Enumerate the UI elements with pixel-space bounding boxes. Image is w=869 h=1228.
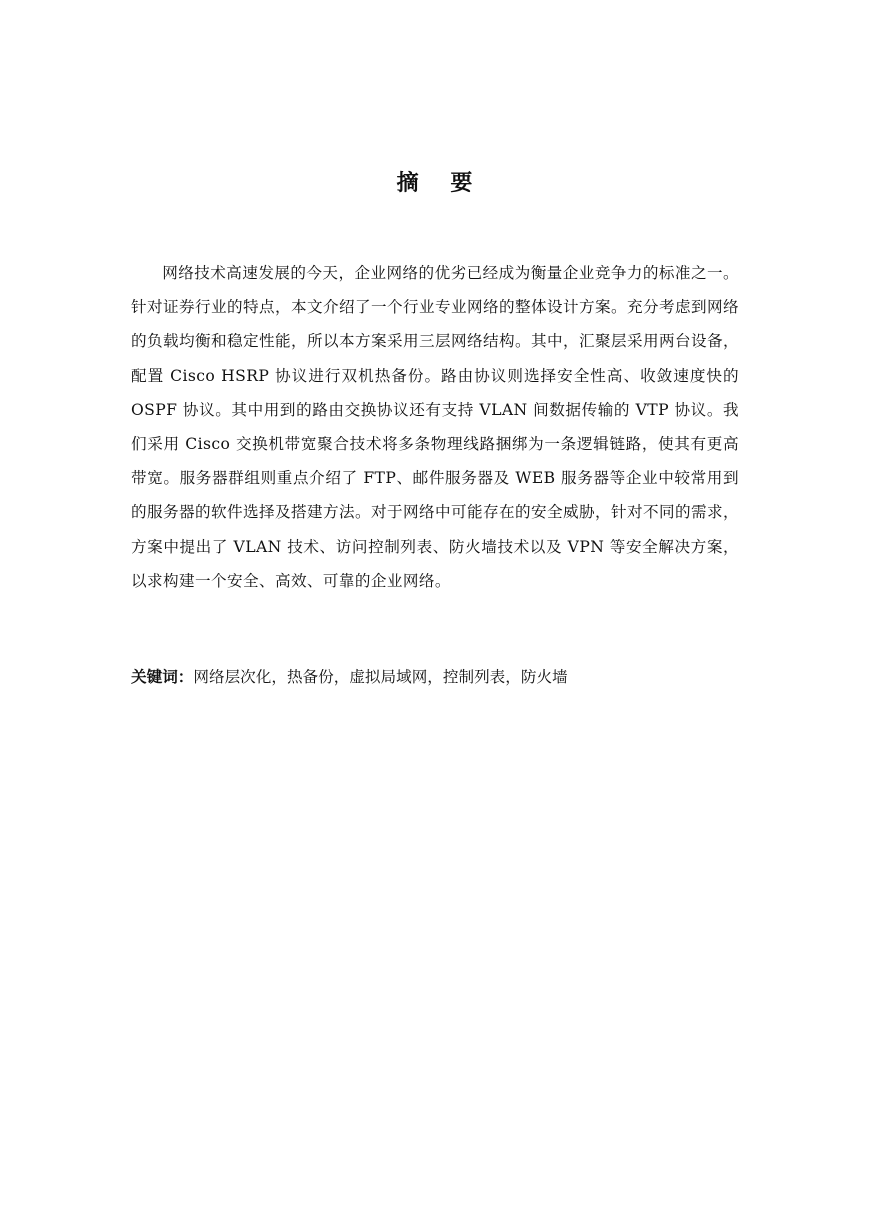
- keywords-text: 网络层次化，热备份，虚拟局域网，控制列表，防火墙: [193, 668, 568, 686]
- keywords-line: [131, 663, 739, 691]
- abstract-paragraph: 网络技术高速发展的今天，企业网络的优劣已经成为衡量企业竞争力的标准之一。针对证券行业的特点，本文介绍了一个行业专业网络的整体设计方案。充分考虑到网络的负载均衡和稳定性能，所以本方案采用三层网络结构。其中，汇聚层采用两台设备，配置 Cisco HSRP 协议进行双机热备份。路由协议则选择安全性高、收敛速度快的 OSPF 协议。其中用到的路由交换协议还有支持 VLAN 间数据传输的 VTP 协议。我们采用 Cisco 交换机带宽聚合技术将多条物理线路捆绑为一条逻辑链路，使其有更高带宽。服务器群组则重点介绍了 FTP、邮件服务器及 WEB 服务器等企业中较常用到的服务器的软件选择及搭建方法。对于网络中可能存在的安全威胁，针对不同的需求，方案中提出了 VLAN 技术、访问控制列表、防火墙技术以及 VPN 等安全解决方案，以求构建一个安全、高效、可靠的企业网络。: [131, 264, 739, 590]
- abstract-heading: 摘 要: [396, 171, 485, 196]
- keywords-label: 关键词：: [131, 668, 194, 686]
